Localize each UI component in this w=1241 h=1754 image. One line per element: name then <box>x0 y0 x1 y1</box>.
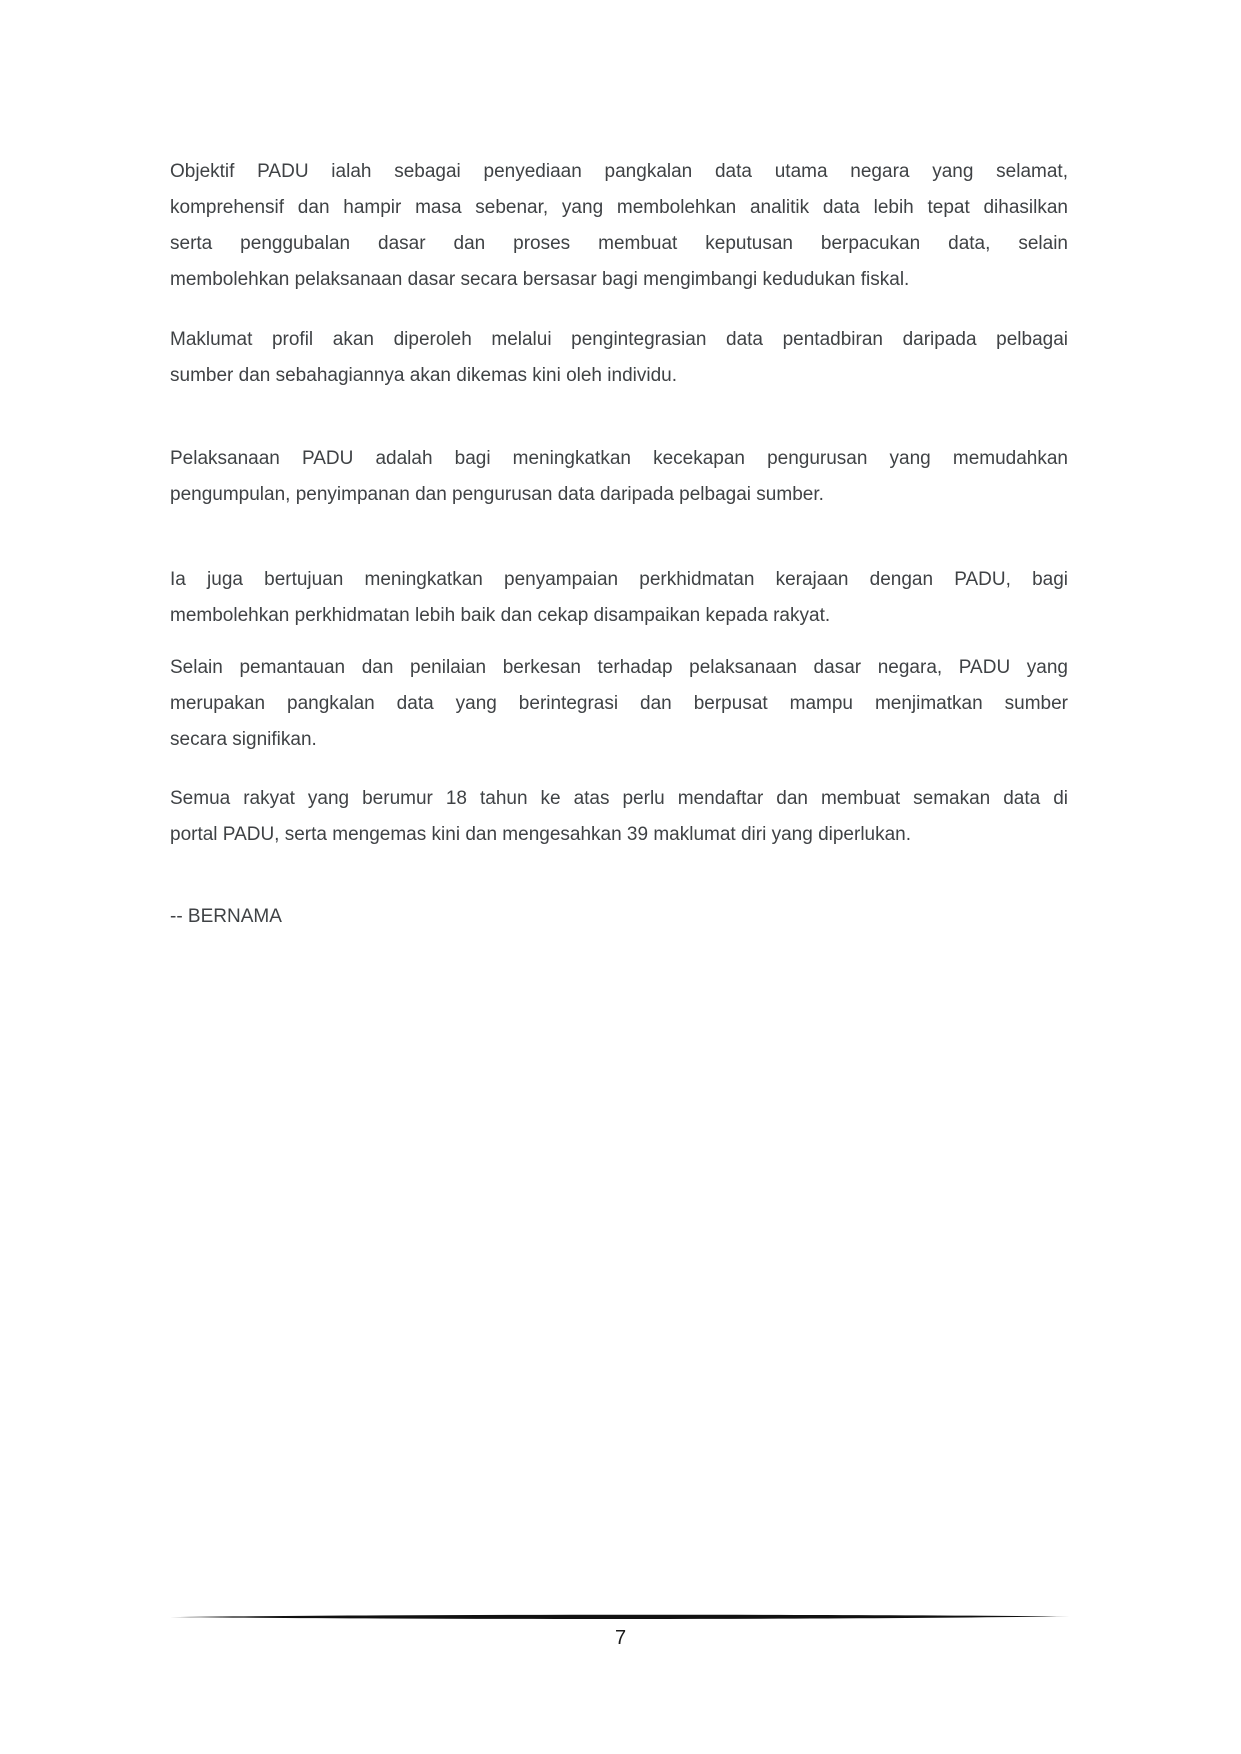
text-line: secara signifikan. <box>170 729 317 750</box>
article-signoff: -- BERNAMA <box>170 906 282 927</box>
text-line: Pelaksanaan PADU adalah bagi meningkatkan kecekapan pengurusan yang memudahkan <box>170 448 1068 469</box>
paragraph <box>170 562 1068 634</box>
paragraph <box>170 650 1068 758</box>
page-number: 7 <box>614 1627 627 1649</box>
text-line: merupakan pangkalan data yang berintegrasi dan berpusat mampu menjimatkan sumber <box>170 693 1068 714</box>
text-line: Selain pemantauan dan penilaian berkesan terhadap pelaksanaan dasar negara, PADU yang <box>170 657 1068 678</box>
footer-divider-line <box>170 1613 1070 1621</box>
paragraph <box>170 154 1068 298</box>
paragraph <box>170 441 1068 513</box>
text-line: Ia juga bertujuan meningkatkan penyampaian perkhidmatan kerajaan dengan PADU, bagi <box>170 569 1068 590</box>
text-line: portal PADU, serta mengemas kini dan mengesahkan 39 maklumat diri yang diperlukan. <box>170 824 912 845</box>
text-line: Maklumat profil akan diperoleh melalui pengintegrasian data pentadbiran daripada pelbagai <box>170 329 1068 350</box>
article-body <box>170 154 1068 935</box>
text-line: komprehensif dan hampir masa sebenar, yang membolehkan analitik data lebih tepat dihasilkan <box>170 197 1068 218</box>
text-line: sumber dan sebahagiannya akan dikemas kini oleh individu. <box>170 365 677 386</box>
text-line: Objektif PADU ialah sebagai penyediaan pangkalan data utama negara yang selamat, <box>170 161 1068 182</box>
text-line: membolehkan pelaksanaan dasar secara bersasar bagi mengimbangi kedudukan fiskal. <box>170 269 910 290</box>
text-line: membolehkan perkhidmatan lebih baik dan cekap disampaikan kepada rakyat. <box>170 605 831 626</box>
paragraph <box>170 781 1068 853</box>
text-line: pengumpulan, penyimpanan dan pengurusan data daripada pelbagai sumber. <box>170 484 824 505</box>
paragraph <box>170 322 1068 394</box>
text-line: serta penggubalan dasar dan proses membuat keputusan berpacukan data, selain <box>170 233 1068 254</box>
text-line: Semua rakyat yang berumur 18 tahun ke atas perlu mendaftar dan membuat semakan data di <box>170 788 1068 809</box>
